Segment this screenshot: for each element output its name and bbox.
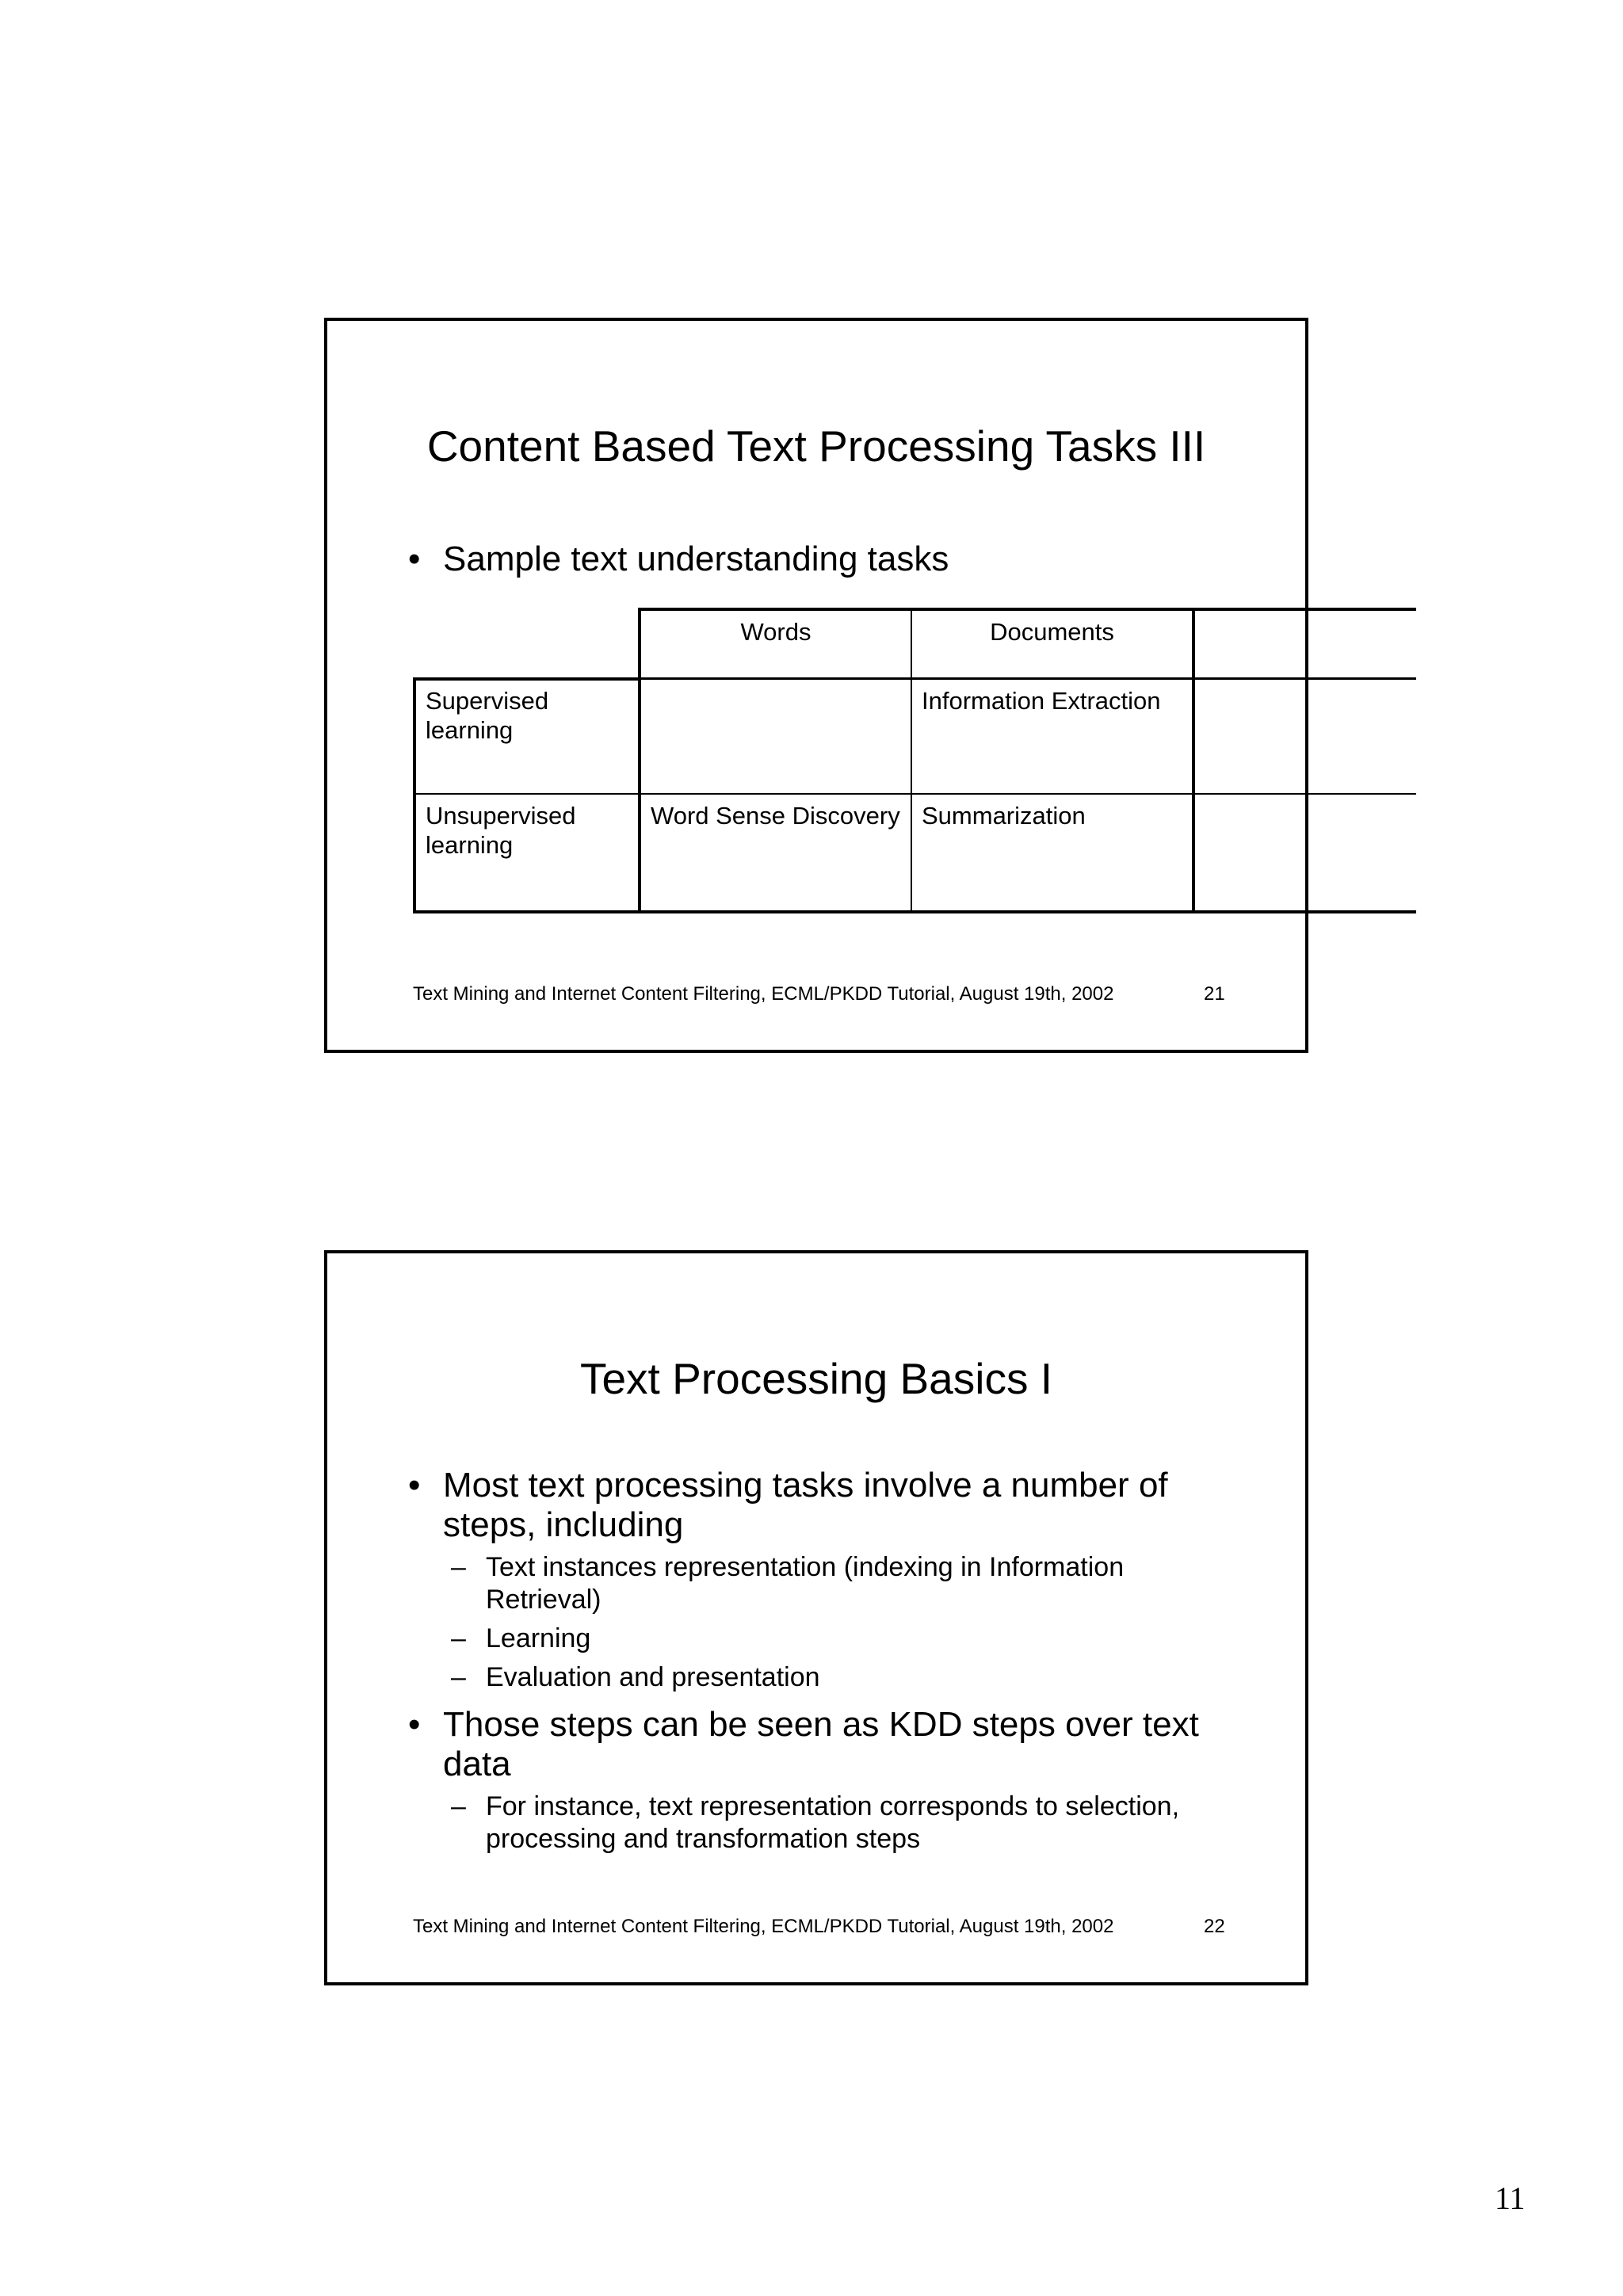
column-header-documents: Documents [990,618,1114,646]
page-number: 11 [1495,2180,1526,2216]
slide-title: Text Processing Basics I [579,1354,1053,1403]
slide-title: Content Based Text Processing Tasks III [426,421,1206,471]
dash-glyph: – [451,1791,466,1821]
bullet-text: Most text processing tasks involve a number of steps, including [443,1466,1168,1544]
bullet-glyph: • [408,540,421,578]
bullet-list [408,1466,1232,1855]
bullet-item [408,1466,1232,1545]
sub-bullet-text: For instance, text representation corresponds to selection, processing and transformation steps [486,1791,1180,1854]
sub-bullet-text: Evaluation and presentation [486,1662,820,1692]
bullet-item [408,1705,1232,1784]
bullet-glyph: • [408,1466,421,1505]
slide-number: 22 [1204,1916,1225,1937]
table-cell [641,680,911,793]
sub-bullet-text: Text instances representation (indexing in Information Retrieval) [486,1552,1125,1615]
slide-21 [324,318,1308,1053]
slide-number: 21 [1204,983,1225,1005]
slide-22 [324,1250,1308,1985]
slide-footer: Text Mining and Internet Content Filtering, ECML/PKDD Tutorial, August 19th, 2002 [413,1916,1114,1937]
row-label-supervised: Supervised learning [426,687,549,744]
row-label-unsupervised: Unsupervised learning [426,802,576,859]
dash-glyph: – [451,1662,466,1692]
bullet-glyph: • [408,1705,421,1744]
sub-bullet-text: Learning [486,1623,591,1653]
sub-bullet-item [408,1661,1232,1694]
dash-glyph: – [451,1552,466,1582]
column-header-words: Words [740,618,812,646]
dash-glyph: – [451,1623,466,1653]
sub-bullet-item [408,1791,1232,1855]
sub-bullet-item [408,1623,1232,1655]
table-cell: Word Sense Discovery [651,802,900,830]
sub-bullet-item [408,1551,1232,1616]
slide-footer: Text Mining and Internet Content Filtering, ECML/PKDD Tutorial, August 19th, 2002 [413,983,1114,1005]
table-cell: Information Extraction [922,687,1161,715]
bullet-list [408,540,1232,579]
table-cell: Summarization [922,802,1086,830]
bullet-text: Sample text understanding tasks [443,540,949,578]
bullet-text: Those steps can be seen as KDD steps over text data [443,1705,1199,1783]
bullet-item [408,540,1232,579]
